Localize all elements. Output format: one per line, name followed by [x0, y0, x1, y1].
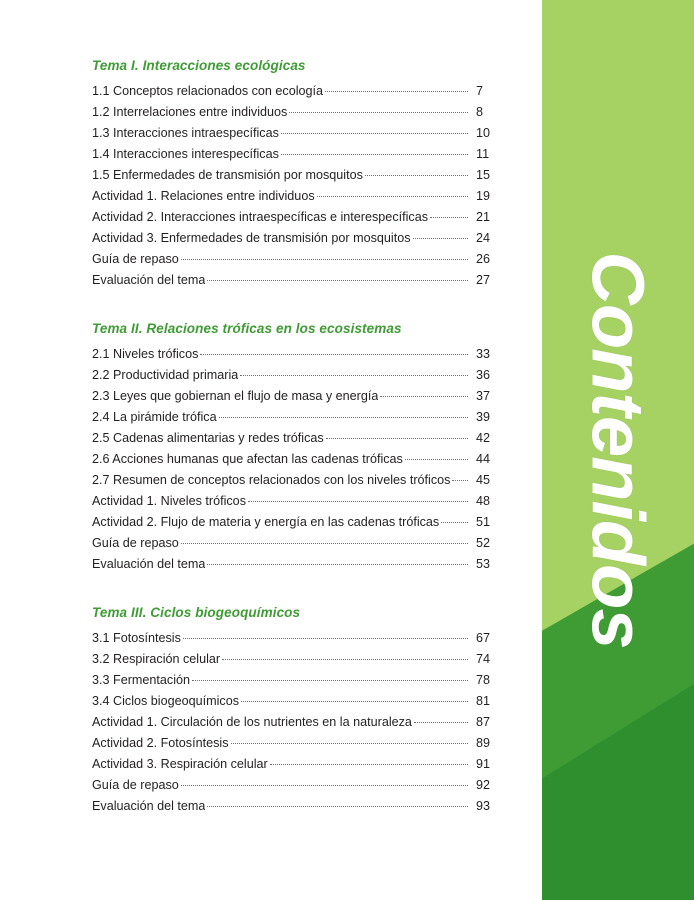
toc-entry-label: 1.3 Interacciones intraespecíficas — [92, 126, 279, 140]
toc-leader-dots — [281, 154, 468, 155]
toc-entry[interactable] — [92, 470, 502, 491]
toc-entry-label: 3.3 Fermentación — [92, 673, 191, 687]
toc-entry-page-number: 52 — [476, 536, 491, 550]
toc-entry-page-number: 27 — [476, 273, 491, 287]
toc-entry-label: 3.4 Ciclos biogeoquímicos — [92, 694, 240, 708]
toc-entry[interactable] — [92, 228, 502, 249]
toc-section-title: Tema II. Relaciones tróficas en los ecosistemas — [92, 321, 402, 336]
toc-leader-dots — [200, 354, 468, 355]
toc-entry-page-number: 37 — [476, 389, 491, 403]
toc-leader-dots — [248, 501, 468, 502]
toc-leader-dots — [231, 743, 469, 744]
toc-entry-page-number: 53 — [476, 557, 491, 571]
toc-entry-label: 2.1 Niveles tróficos — [92, 347, 199, 361]
toc-entry-page-number: 21 — [476, 210, 491, 224]
toc-entry-label: Actividad 1. Niveles tróficos — [92, 494, 246, 508]
toc-entry[interactable] — [92, 533, 502, 554]
toc-leader-dots — [326, 438, 468, 439]
toc-entry[interactable] — [92, 102, 502, 123]
toc-entry-label: Actividad 3. Enfermedades de transmisión por mosquitos — [92, 231, 411, 245]
toc-section — [92, 321, 502, 575]
toc-entry-page-number: 78 — [476, 673, 491, 687]
toc-entry-label: Guía de repaso — [92, 536, 179, 550]
toc-leader-dots — [207, 806, 468, 807]
toc-leader-dots — [289, 112, 468, 113]
toc-leader-dots — [181, 785, 468, 786]
toc-entry-label: Actividad 3. Respiración celular — [92, 757, 268, 771]
toc-entry[interactable] — [92, 670, 502, 691]
toc-entry-page-number: 8 — [476, 105, 484, 119]
toc-entry-label: 1.4 Interacciones interespecíficas — [92, 147, 279, 161]
toc-entry-page-number: 89 — [476, 736, 491, 750]
toc-entry[interactable] — [92, 344, 502, 365]
toc-entry-label: 2.5 Cadenas alimentarias y redes tróficas — [92, 431, 324, 445]
toc-entry[interactable] — [92, 207, 502, 228]
toc-leader-dots — [281, 133, 468, 134]
toc-entry-label: Actividad 1. Circulación de los nutrientes en la naturaleza — [92, 715, 412, 729]
toc-entry[interactable] — [92, 449, 502, 470]
toc-entry[interactable] — [92, 775, 502, 796]
toc-entry[interactable] — [92, 628, 502, 649]
toc-entry-label: 3.1 Fotosíntesis — [92, 631, 181, 645]
toc-entry[interactable] — [92, 649, 502, 670]
toc-entry[interactable] — [92, 186, 502, 207]
page-title: Contenidos — [576, 251, 660, 649]
toc-entry-label: Guía de repaso — [92, 252, 179, 266]
toc-entry[interactable] — [92, 733, 502, 754]
toc-entry-label: Actividad 2. Interacciones intraespecíficas e interespecíficas — [92, 210, 429, 224]
table-of-contents — [92, 58, 502, 847]
toc-leader-dots — [270, 764, 468, 765]
toc-entry-page-number: 51 — [476, 515, 491, 529]
toc-entry[interactable] — [92, 123, 502, 144]
toc-leader-dots — [240, 375, 468, 376]
toc-entry[interactable] — [92, 512, 502, 533]
toc-entry-label: 1.1 Conceptos relacionados con ecología — [92, 84, 324, 98]
toc-entry-page-number: 33 — [476, 347, 491, 361]
toc-entry-page-number: 7 — [476, 84, 484, 98]
toc-entry[interactable] — [92, 796, 502, 817]
toc-entry-label: Evaluación del tema — [92, 557, 206, 571]
toc-entry-page-number: 74 — [476, 652, 491, 666]
toc-entry-page-number: 15 — [476, 168, 491, 182]
toc-leader-dots — [413, 238, 468, 239]
toc-entry-label: Actividad 2. Fotosíntesis — [92, 736, 229, 750]
toc-entry[interactable] — [92, 407, 502, 428]
toc-entry-page-number: 48 — [476, 494, 491, 508]
toc-entry-page-number: 91 — [476, 757, 491, 771]
toc-entry-page-number: 45 — [476, 473, 491, 487]
toc-section — [92, 605, 502, 817]
toc-leader-dots — [192, 680, 468, 681]
toc-entry[interactable] — [92, 754, 502, 775]
toc-entry-label: 3.2 Respiración celular — [92, 652, 221, 666]
toc-entry-page-number: 11 — [476, 147, 490, 161]
toc-entry[interactable] — [92, 144, 502, 165]
toc-section-title: Tema III. Ciclos biogeoquímicos — [92, 605, 301, 620]
toc-entry-label: Actividad 1. Relaciones entre individuos — [92, 189, 315, 203]
toc-leader-dots — [222, 659, 468, 660]
toc-entry-label: 2.7 Resumen de conceptos relacionados con los niveles tróficos — [92, 473, 451, 487]
toc-entry-page-number: 24 — [476, 231, 491, 245]
toc-leader-dots — [441, 522, 468, 523]
toc-entry-page-number: 92 — [476, 778, 491, 792]
toc-leader-dots — [430, 217, 468, 218]
toc-entry[interactable] — [92, 386, 502, 407]
toc-entry[interactable] — [92, 249, 502, 270]
toc-entry-label: 2.4 La pirámide trófica — [92, 410, 217, 424]
toc-leader-dots — [452, 480, 468, 481]
toc-leader-dots — [414, 722, 468, 723]
toc-entry-page-number: 87 — [476, 715, 491, 729]
toc-entry[interactable] — [92, 554, 502, 575]
toc-entry-page-number: 19 — [476, 189, 491, 203]
toc-entry-page-number: 10 — [476, 126, 491, 140]
toc-section-title: Tema I. Interacciones ecológicas — [92, 58, 306, 73]
toc-entry-label: 2.3 Leyes que gobiernan el flujo de masa y energía — [92, 389, 379, 403]
toc-leader-dots — [207, 280, 468, 281]
toc-entry[interactable] — [92, 165, 502, 186]
toc-leader-dots — [183, 638, 468, 639]
toc-leader-dots — [317, 196, 468, 197]
toc-entry[interactable] — [92, 712, 502, 733]
toc-entry-label: Evaluación del tema — [92, 799, 206, 813]
toc-entry-page-number: 81 — [476, 694, 491, 708]
toc-entry-page-number: 44 — [476, 452, 491, 466]
toc-leader-dots — [325, 91, 468, 92]
toc-leader-dots — [207, 564, 468, 565]
toc-leader-dots — [241, 701, 468, 702]
toc-entry[interactable] — [92, 270, 502, 291]
toc-entry-page-number: 39 — [476, 410, 491, 424]
toc-section — [92, 58, 502, 291]
toc-entry-page-number: 67 — [476, 631, 491, 645]
toc-leader-dots — [181, 543, 468, 544]
toc-entry-label: Evaluación del tema — [92, 273, 206, 287]
toc-entry[interactable] — [92, 365, 502, 386]
toc-leader-dots — [219, 417, 468, 418]
toc-entry[interactable] — [92, 491, 502, 512]
toc-entry-label: 2.2 Productividad primaria — [92, 368, 239, 382]
toc-entry-page-number: 42 — [476, 431, 491, 445]
toc-entry[interactable] — [92, 81, 502, 102]
toc-leader-dots — [405, 459, 468, 460]
toc-entry-label: 1.5 Enfermedades de transmisión por mosquitos — [92, 168, 363, 182]
toc-entry-page-number: 93 — [476, 799, 491, 813]
toc-entry[interactable] — [92, 691, 502, 712]
toc-entry[interactable] — [92, 428, 502, 449]
toc-leader-dots — [380, 396, 468, 397]
decorative-side-band — [542, 0, 694, 900]
toc-entry-label: Guía de repaso — [92, 778, 179, 792]
toc-entry-page-number: 36 — [476, 368, 491, 382]
toc-entry-page-number: 26 — [476, 252, 491, 266]
toc-leader-dots — [181, 259, 468, 260]
toc-entry-label: 1.2 Interrelaciones entre individuos — [92, 105, 288, 119]
toc-entry-label: Actividad 2. Flujo de materia y energía en las cadenas tróficas — [92, 515, 440, 529]
toc-leader-dots — [365, 175, 468, 176]
toc-entry-label: 2.6 Acciones humanas que afectan las cadenas tróficas — [92, 452, 403, 466]
